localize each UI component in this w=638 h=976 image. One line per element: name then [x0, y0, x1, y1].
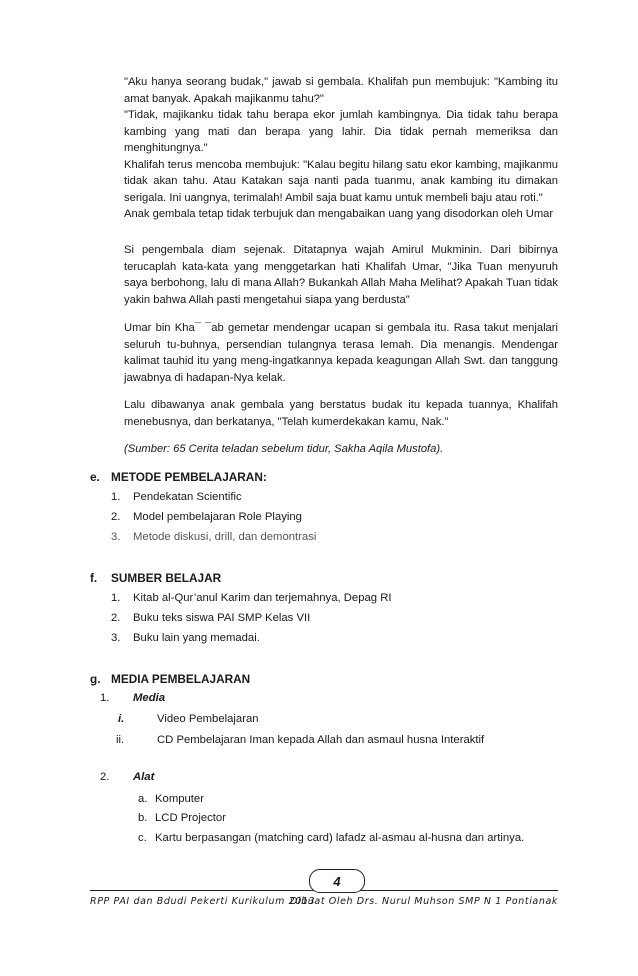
- list-item: Kitab al-Qur’anul Karim dan terjemahnya, Depag RI: [133, 592, 392, 604]
- alat-item: Kartu berpasangan (matching card) lafadz al-asmau al-husna dan artinya.: [155, 832, 525, 844]
- alat-item: LCD Projector: [155, 812, 226, 824]
- story-paragraph: Anak gembala tetap tidak terbujuk dan mengabaikan uang yang disodorkan oleh Umar: [124, 208, 554, 220]
- story-paragraph: Khalifah terus mencoba membujuk: "Kalau begitu hilang satu ekor kambing, majikanmu tidak akan tahu. Atau Katakan saja nanti pada tuanmu, anak kambing itu dimakan serigala. Ini uangnya, terimalah! Ambil saja buat kamu untuk membeli baju atau roti.": [124, 158, 558, 204]
- alat-item-number: a.: [138, 793, 148, 805]
- media-label: Media: [133, 692, 166, 704]
- media-number: 1.: [100, 692, 110, 704]
- section-g-letter: g.: [90, 672, 101, 686]
- list-item: Model pembelajaran Role Playing: [133, 511, 302, 523]
- alat-number: 2.: [100, 771, 110, 783]
- page-number: 4: [309, 869, 365, 893]
- media-item-number: i.: [118, 713, 125, 725]
- list-item-number: 3.: [111, 632, 121, 644]
- alat-item-number: c.: [138, 832, 147, 844]
- list-item: Metode diskusi, drill, dan demontrasi: [133, 531, 317, 543]
- section-e-title: METODE PEMBELAJARAN:: [111, 470, 267, 484]
- story-paragraph: Si pengembala diam sejenak. Ditatapnya wajah Amirul Mukminin. Dari bibirnya terucaplah kata-kata yang menggetarkan hati Khalifah Umar, "Jika Tuan menyuruh saya berbohong, lalu di mana Allah? Bukankah Allah Maha Melihat? Apakah Tuan tidak yakin bahwa Allah pasti mengetahui siapa yang berdusta": [124, 244, 558, 307]
- list-item: Buku lain yang memadai.: [133, 632, 260, 644]
- story-dialogue-block: [124, 74, 558, 223]
- section-g-title: MEDIA PEMBELAJARAN: [111, 672, 251, 686]
- footer-left-text: RPP PAI dan Bdudi Pekerti Kurikulum 2013: [90, 896, 316, 907]
- story-source: (Sumber: 65 Cerita teladan sebelum tidur, Sakha Aqila Mustofa).: [124, 443, 444, 455]
- story-paragraph: Lalu dibawanya anak gembala yang berstatus budak itu kepada tuannya, Khalifah menebusnya, dan berkatanya, "Telah kumerdekakan kamu, Nak.": [124, 399, 558, 428]
- alat-item-number: b.: [138, 812, 148, 824]
- list-item-number: 1.: [111, 491, 121, 503]
- media-item: CD Pembelajaran Iman kepada Allah dan asmaul husna Interaktif: [157, 734, 485, 746]
- media-item: Video Pembelajaran: [157, 713, 259, 725]
- list-item: Buku teks siswa PAI SMP Kelas VII: [133, 612, 311, 624]
- list-item-number: 1.: [111, 592, 121, 604]
- list-item: Pendekatan Scientific: [133, 491, 242, 503]
- list-item-number: 2.: [111, 511, 121, 523]
- list-item-number: 2.: [111, 612, 121, 624]
- media-item-number: ii.: [116, 734, 125, 746]
- section-e-letter: e.: [90, 470, 100, 484]
- alat-label: Alat: [133, 771, 155, 783]
- list-item-number: 3.: [111, 531, 121, 543]
- footer-right-text: Dibuat Oleh Drs. Nurul Muhson SMP N 1 Pontianak: [290, 896, 558, 907]
- story-paragraph: "Tidak, majikanku tidak tahu berapa ekor jumlah kambingnya. Dia tidak tahu berapa kambing yang mati dan berapa yang lahir. Dia tidak pernah memeriksa dan menghitungnya.": [124, 109, 558, 154]
- alat-item: Komputer: [155, 793, 204, 805]
- story-paragraph: Umar bin Kha¯ ¯ab gemetar mendengar ucapan si gembala itu. Rasa takut menjalari seluruh tu-buhnya, persendian tulangnya terasa lemah. Dia menangis. Mendengar kalimat tauhid itu yang meng-ingatkannya kepada keagungan Allah Swt. dan tanggung jawabnya di hadapan-Nya kelak.: [124, 322, 558, 385]
- section-f-title: SUMBER BELAJAR: [111, 571, 222, 585]
- story-paragraph: "Aku hanya seorang budak," jawab si gembala. Khalifah pun membujuk: "Kambing itu amat banyak. Apakah majikanmu tahu?": [124, 76, 558, 105]
- section-f-letter: f.: [90, 571, 98, 585]
